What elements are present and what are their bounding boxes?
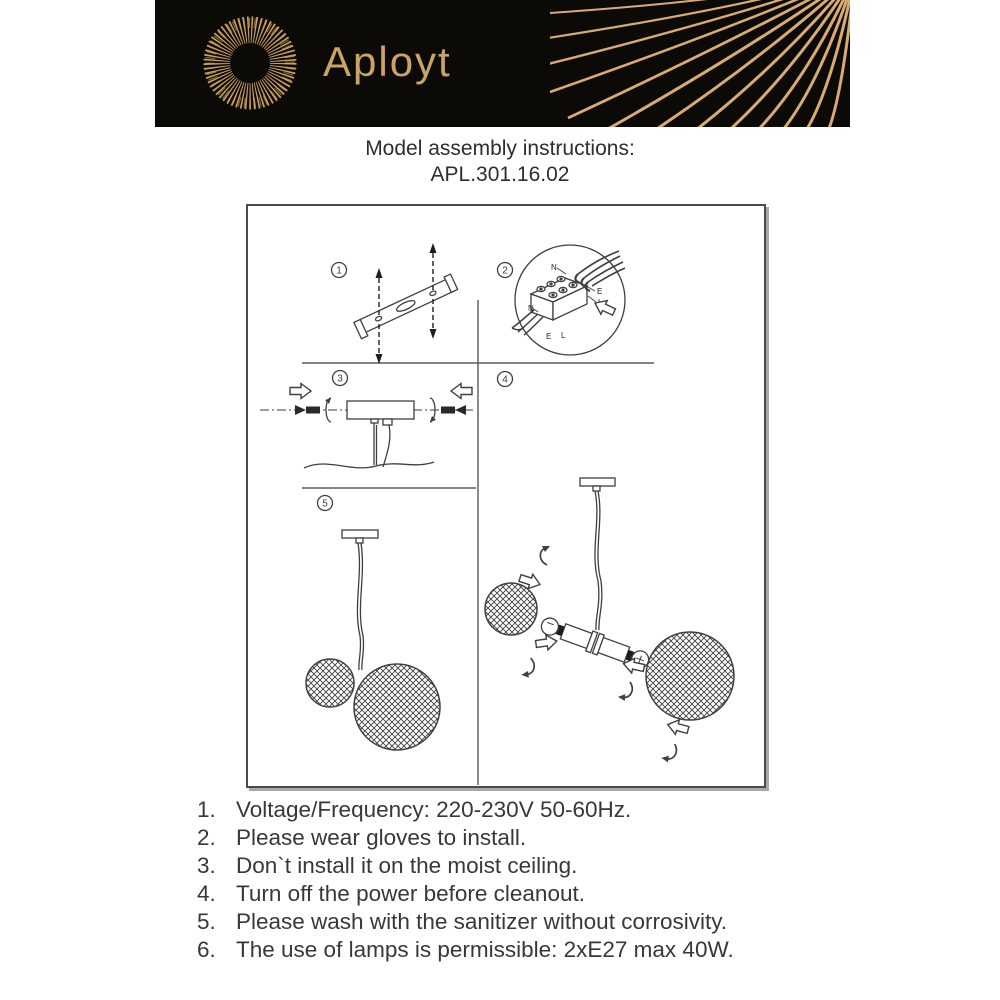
instruction-text: Turn off the power before cleanout.: [236, 881, 585, 906]
wire-label-l-in: L: [598, 298, 603, 307]
instruction-item-6: [197, 936, 877, 964]
instruction-number: 5.: [197, 909, 216, 934]
step-3-badge: [333, 371, 348, 386]
step-4-exploded-illustration: [485, 478, 734, 763]
step-1-badge: [332, 263, 347, 278]
step-3-canopy-illustration: [260, 384, 474, 469]
step-4-badge: [498, 372, 513, 387]
brand-name: Aployt: [323, 37, 452, 85]
instruction-item-2: [197, 824, 877, 852]
step-5-assembled-illustration: [306, 530, 440, 750]
instruction-list: [197, 796, 877, 964]
svg-text:1: 1: [336, 265, 342, 277]
brand-banner: [155, 0, 850, 127]
step-2-badge: [498, 263, 513, 278]
instruction-text: Voltage/Frequency: 220-230V 50-60Hz.: [236, 797, 632, 822]
wire-label-l-out: L: [561, 331, 566, 340]
step-5-badge: [318, 496, 333, 511]
instruction-number: 6.: [197, 937, 216, 962]
svg-text:5: 5: [322, 498, 328, 510]
ray-fan-decoration: [550, 0, 850, 127]
instruction-number: 1.: [197, 797, 216, 822]
step-2-wiring-illustration: [512, 245, 625, 355]
step-1-bracket-illustration: [353, 243, 460, 364]
instruction-text: Please wash with the sanitizer without corrosivity.: [236, 909, 728, 934]
document-title: [0, 135, 1000, 187]
instruction-item-5: [197, 908, 877, 936]
title-line-1: Model assembly instructions:: [365, 137, 635, 160]
svg-text:2: 2: [502, 265, 508, 277]
instruction-text: Please wear gloves to install.: [236, 825, 527, 850]
instruction-text: Don`t install it on the moist ceiling.: [236, 853, 578, 878]
instruction-item-4: [197, 880, 877, 908]
instruction-number: 3.: [197, 853, 216, 878]
wire-label-e-in: E: [597, 287, 603, 296]
wire-label-e-out: E: [546, 332, 552, 341]
wire-label-n-out: N: [528, 304, 534, 313]
instruction-number: 4.: [197, 881, 216, 906]
instruction-item-1: [197, 796, 877, 824]
instruction-number: 2.: [197, 825, 216, 850]
sunburst-logo-icon: [155, 0, 345, 127]
svg-text:4: 4: [502, 374, 508, 386]
assembly-diagram-svg: [248, 206, 764, 786]
model-number: APL.301.16.02: [430, 163, 570, 186]
wire-label-n-in: N: [551, 263, 557, 272]
assembly-diagram: [246, 204, 766, 788]
instruction-item-3: [197, 852, 877, 880]
svg-text:3: 3: [337, 373, 343, 385]
instruction-text: The use of lamps is permissible: 2xE27 max 40W.: [236, 937, 734, 962]
